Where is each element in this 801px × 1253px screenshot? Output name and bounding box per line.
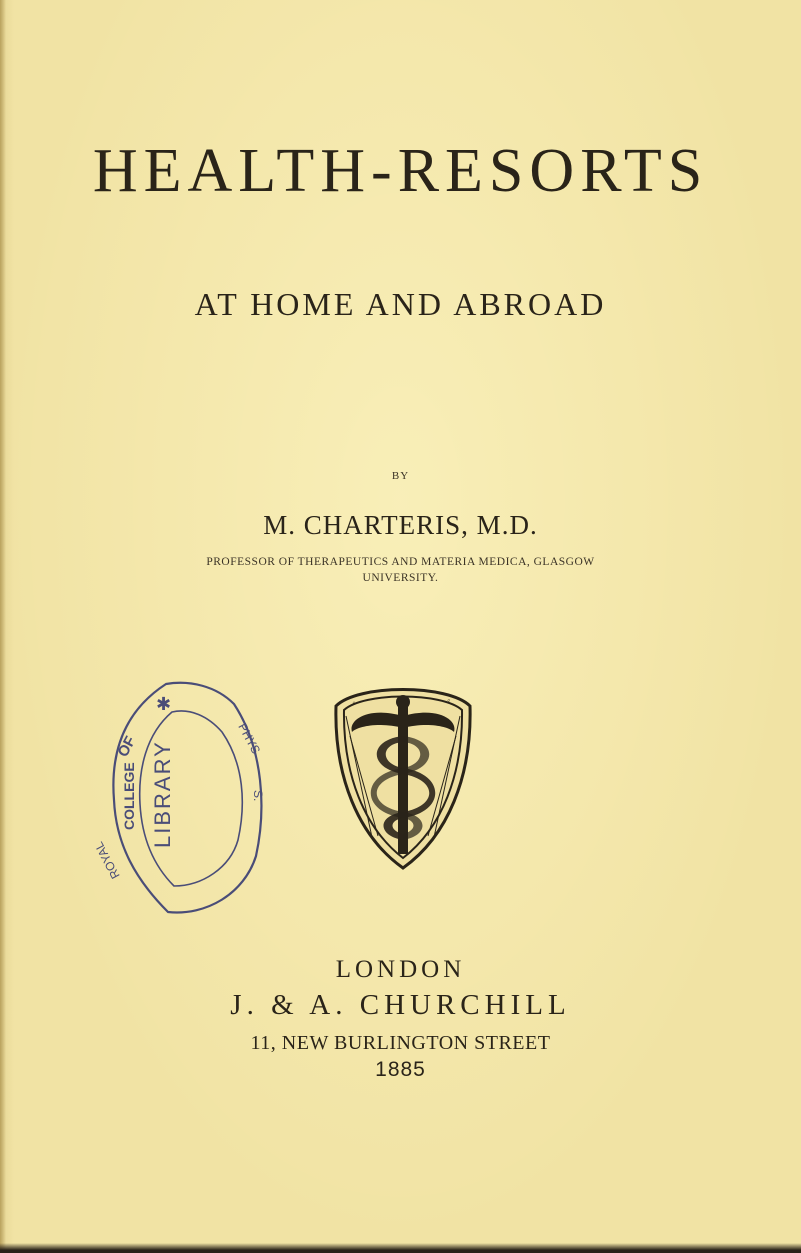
svg-text:ROYAL: ROYAL xyxy=(91,839,123,882)
svg-text:OF: OF xyxy=(114,733,140,760)
imprint-city: LONDON xyxy=(335,956,466,983)
imprint-address: 11, NEW BURLINGTON STREET xyxy=(250,1032,551,1054)
page-bottom-shadow xyxy=(0,1243,801,1253)
book-title: HEALTH-RESORTS xyxy=(92,137,709,205)
author-affiliation-line-1: PROFESSOR OF THERAPEUTICS AND MATERIA MEDICA, GLASGOW xyxy=(206,556,595,568)
svg-text:◦: ◦ xyxy=(350,697,358,708)
svg-text:◦: ◦ xyxy=(445,695,453,706)
svg-text:S.: S. xyxy=(251,790,265,802)
by-line: BY xyxy=(391,470,410,482)
svg-text:✱: ✱ xyxy=(156,694,172,714)
author-name: M. CHARTERIS, M.D. xyxy=(263,510,538,540)
library-stamp-icon xyxy=(91,680,266,920)
caduceus-shield-icon xyxy=(328,676,478,872)
svg-text:COLLEGE: COLLEGE xyxy=(121,762,137,830)
book-subtitle: AT HOME AND ABROAD xyxy=(194,286,607,322)
svg-text:PHYS: PHYS xyxy=(235,720,264,757)
svg-text:LIBRARY: LIBRARY xyxy=(150,740,175,848)
imprint-year: 1885 xyxy=(375,1058,426,1081)
imprint-publisher: J. & A. CHURCHILL xyxy=(230,989,571,1021)
author-affiliation-line-2: UNIVERSITY. xyxy=(362,572,439,584)
